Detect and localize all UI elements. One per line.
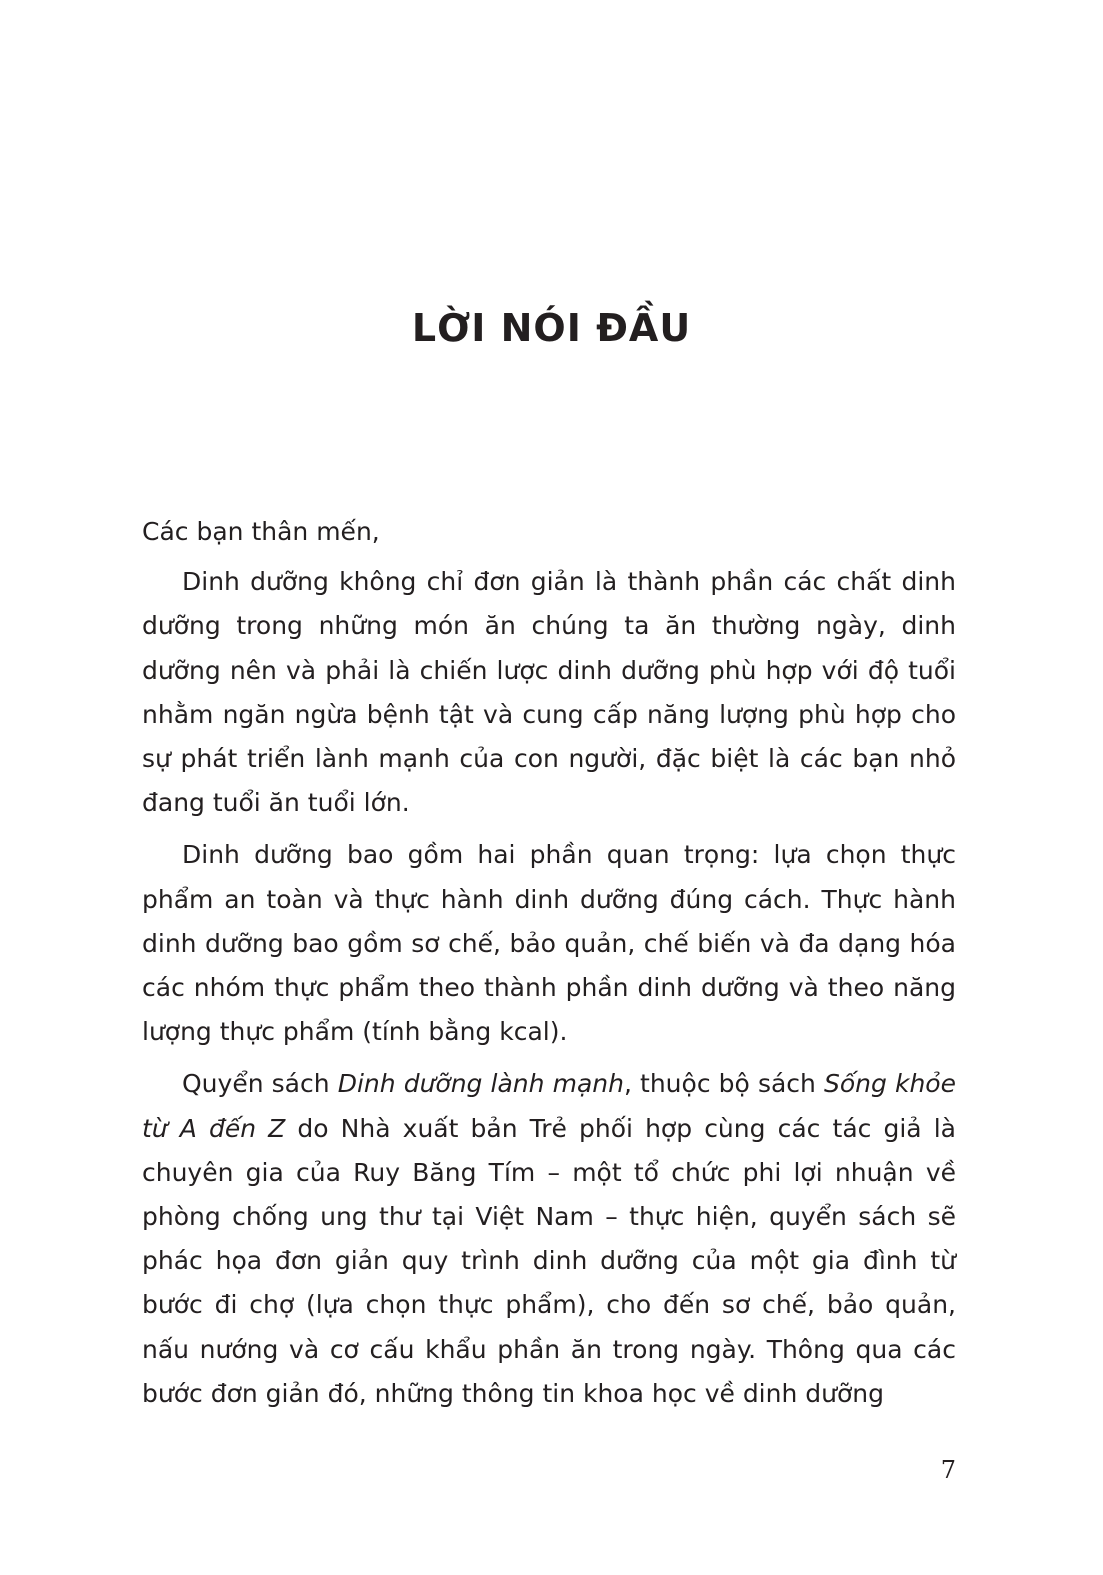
salutation: Các bạn thân mến,	[142, 517, 380, 546]
page-title: LỜI NÓI ĐẦU	[411, 306, 692, 350]
paragraph-3-text-2: , thuộc bộ sách	[623, 1069, 824, 1099]
paragraph-3-text-1: Quyển sách	[182, 1069, 338, 1099]
paragraph-3	[142, 1062, 956, 1416]
series-title-italic: Sống khỏe từ A đến Z	[142, 1069, 956, 1143]
book-title-italic: Dinh dưỡng lành mạnh	[337, 1069, 624, 1099]
paragraph-3-text-3: do Nhà xuất bản Trẻ phối hợp cùng các tác giả là chuyên gia của Ruy Băng Tím – một tổ chức phi lợi nhuận về phòng chống ung thư tại Việt Nam – thực hiện, quyển sách sẽ phác họa đơn giản quy trình dinh dưỡng của một gia đình từ bước đi chợ (lựa chọn thực phẩm), cho đến sơ chế, bảo quản, nấu nướng và cơ cấu khẩu phần ăn trong ngày. Thông qua các bước đơn giản đó, những thông tin khoa học về dinh dưỡng	[142, 1113, 956, 1408]
paragraph-2: Dinh dưỡng bao gồm hai phần quan trọng: lựa chọn thực phẩm an toàn và thực hành dinh dưỡng đúng cách. Thực hành dinh dưỡng bao gồm sơ chế, bảo quản, chế biến và đa dạng hóa các nhóm thực phẩm theo thành phần dinh dưỡng và theo năng lượng thực phẩm (tính bằng kcal).	[142, 840, 956, 1047]
preface-body	[142, 510, 956, 1424]
paragraph-1: Dinh dưỡng không chỉ đơn giản là thành phần các chất dinh dưỡng trong những món ăn chúng ta ăn thường ngày, dinh dưỡng nên và phải là chiến lược dinh dưỡng phù hợp với độ tuổi nhằm ngăn ngừa bệnh tật và cung cấp năng lượng phù hợp cho sự phát triển lành mạnh của con người, đặc biệt là các bạn nhỏ đang tuổi ăn tuổi lớn.	[142, 567, 956, 818]
page-number: 7	[940, 1456, 956, 1484]
